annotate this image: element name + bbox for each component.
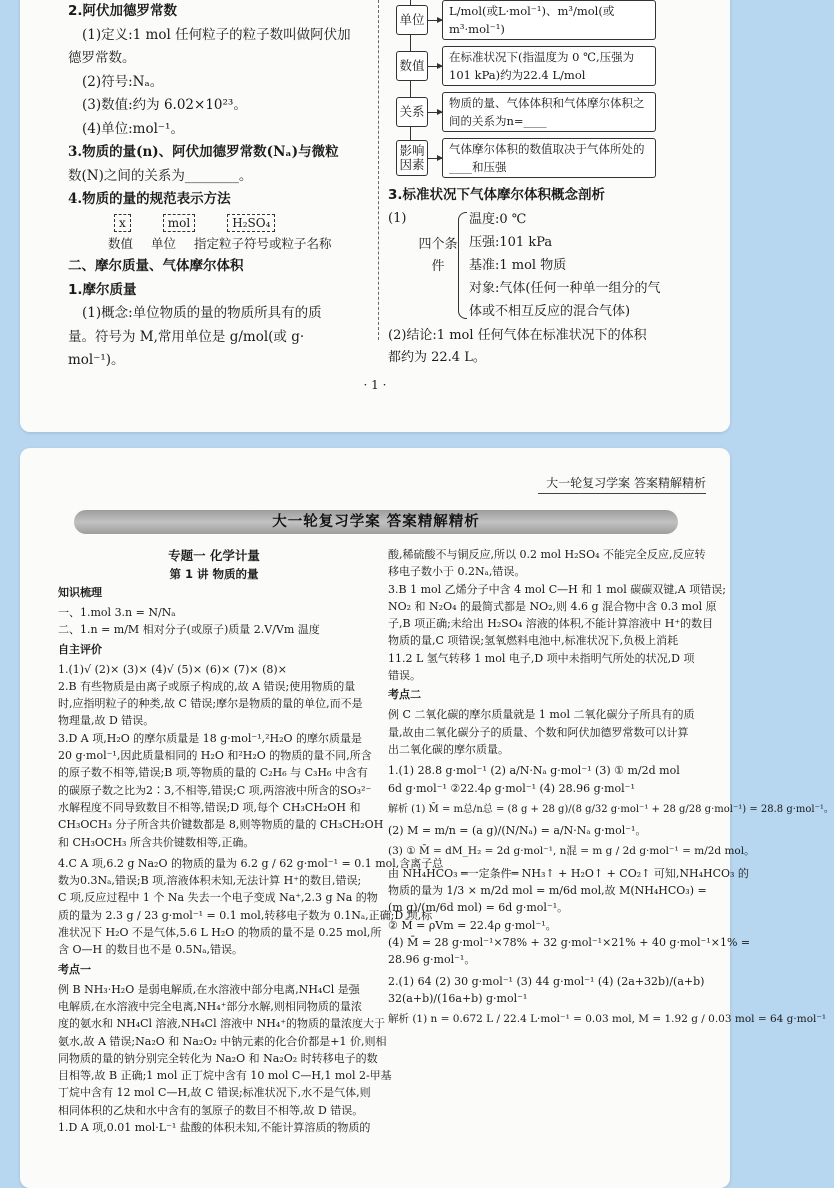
answer-3-cont: 物质的量,C 项错误;氢氧燃料电池中,标准状况下,负极上消耗 (388, 634, 679, 648)
page1-right-column (388, 0, 708, 369)
review-line2: 二、1.n = m/M 相对分子(或原子)质量 2.V/Vm 温度 (58, 623, 320, 637)
notation-labels (108, 232, 368, 256)
condition-object: 对象:气体(任何一种单一组分的气 (469, 281, 661, 296)
molar-mass-line1: (1)概念:单位物质的量的物质所具有的质 (82, 305, 322, 321)
concept-map-key: 单位 (396, 5, 428, 35)
textbook-page-2 (20, 448, 834, 1188)
self-eval-4-cont: 准状况下 H₂O 不是气体,5.6 L H₂O 的物质的量不是 0.25 mol,所 (58, 926, 382, 940)
answer-2: 2.(1) 64 (2) 30 g·mol⁻¹ (3) 44 g·mol⁻¹ (4) (2a+32b)/(a+b) (388, 974, 705, 988)
self-eval-3-cont: CH₃OCH₃ 分子所含共价键数都是 8,则等物质的量的 CH₃CH₂OH (58, 818, 384, 832)
exam-point-2-cont: 出二氧化碳的摩尔质量。 (388, 742, 509, 756)
notation-box-number: x (114, 214, 131, 232)
analysis-1-cont: 28.96 g·mol⁻¹。 (388, 953, 476, 967)
running-header: 大一轮复习学案 答案精解精析 (538, 474, 706, 494)
self-eval-4-cont: 数为0.3Nₐ,错误;B 项,溶液体积未知,无法计算 H⁺的数目,错误; (58, 874, 362, 888)
concept-map (388, 0, 708, 178)
page1-left-column (68, 0, 368, 373)
exam-point-2-cont: 量,故由二氧化碳分子的质量、个数和阿伏加德罗常数可以计算 (388, 725, 689, 739)
condition-pressure: 压强:101 kPa (469, 235, 553, 250)
avogadro-value: (3)数值:约为 6.02×10²³。 (82, 97, 247, 113)
section-exam-point-1: 考点一 (58, 962, 91, 976)
item3-standard-conditions: 3.标准状况下气体摩尔体积概念剖析 (388, 187, 606, 203)
self-eval-4-cont: 含 O—H 的数目也不是 0.5Nₐ,错误。 (58, 943, 243, 957)
conclusion-line1: (2)结论:1 mol 任何气体在标准状况下的体积 (388, 328, 647, 343)
conditions-label: 四个条件 (418, 237, 458, 274)
concept-map-value: 气体摩尔体积的数值取决于气体所处的____和压强 (442, 138, 656, 178)
analysis-1-cont: ② M̄ = ρVm = 22.4ρ g·mol⁻¹。 (388, 918, 557, 932)
self-eval-3-cont: 20 g·mol⁻¹,因此质量相同的 H₂O 和²H₂O 的物质的量不同,所含 (58, 749, 372, 763)
analysis-1-cont: (m g)/(m/6d mol) = 6d g·mol⁻¹。 (388, 901, 569, 915)
condition-object-cont: 体或不相互反应的混合气体) (469, 304, 631, 319)
answer-1-cont: 6d g·mol⁻¹ ②22.4ρ g·mol⁻¹ (4) 28.96 g·mol⁻¹ (388, 781, 635, 795)
exam-point-1-cont: 相同体积的乙炔和水中含有的氢原子的数目不相等,故 D 错误。 (58, 1103, 364, 1117)
answer-3-cont: 子,B 项正确;未给出 H₂SO₄ 溶液的体积,不能计算溶液中 H⁺的数目 (388, 617, 714, 631)
condition-temperature: 温度:0 ℃ (469, 212, 527, 227)
self-eval-3-cont: 的原子数不相等,错误;B 项,等物质的量的 C₂H₆ 与 C₃H₆ 中含有 (58, 766, 368, 780)
exam-point-1-cont: 同物质的量的钠分别完全转化为 Na₂O 和 Na₂O₂ 时转移电子的数 (58, 1051, 378, 1065)
molar-mass-line2: 量。符号为 M,常用单位是 g/mol(或 g· (68, 328, 305, 345)
arrow-right-icon (428, 20, 442, 21)
analysis-1-cont: (3) ① M̄ = dM_H₂ = 2d g·mol⁻¹, n混 = m g / 2d g·mol⁻¹ = m/2d mol。 (388, 845, 755, 858)
concept-map-value: 在标准状况下(指温度为 0 ℃,压强为 101 kPa)约为22.4 L/mol (442, 46, 656, 86)
concept-map-key: 关系 (396, 97, 428, 127)
answer-continued: 酸,稀硫酸不与铜反应,所以 0.2 mol H₂SO₄ 不能完全反应,反应转 (388, 548, 706, 561)
lecture-title: 第 1 讲 物质的量 (169, 567, 259, 581)
concept-map-row-value (388, 46, 708, 86)
analysis-1-cont: (2) M = m/n = (a g)/(N/Nₐ) = a/N·Nₐ g·mol⁻¹。 (388, 824, 647, 838)
conditions-list (469, 208, 660, 323)
molar-mass-heading: 1.摩尔质量 (68, 281, 137, 298)
answer-3-cont: 错误。 (388, 669, 421, 683)
self-eval-3-cont: 水解程度不同导致数目不相等,错误;D 项,每个 CH₃CH₂OH 和 (58, 800, 361, 814)
condition-basis: 基准:1 mol 物质 (469, 258, 567, 273)
concept-map-value: 物质的量、气体体积和气体摩尔体积之间的关系为n=____ (442, 92, 656, 132)
arrow-right-icon (428, 66, 442, 67)
textbook-page-1 (20, 0, 730, 432)
arrow-right-icon (428, 158, 442, 159)
analysis-1-cont: 由 NH₄HCO₃ ═一定条件═ NH₃↑ + H₂O↑ + CO₂↑ 可知,NH₄HCO₃ 的 (388, 866, 749, 880)
avogadro-heading: 2.阿伏加德罗常数 (68, 3, 178, 19)
notation-box-particle: H₂SO₄ (227, 214, 275, 232)
exam-point-1-cont: 丁烷中含有 12 mol C—H,故 C 错误;标准状况下,水不是气体,则 (58, 1086, 371, 1100)
conclusion-line2: 都约为 22.4 L。 (388, 350, 486, 365)
answer-3: 3.B 1 mol 乙烯分子中含 4 mol C—H 和 1 mol 碳碳双键,A 项错误; (388, 582, 726, 596)
self-eval-1: 1.(1)√ (2)× (3)× (4)√ (5)× (6)× (7)× (8)× (58, 662, 287, 676)
avogadro-unit: (4)单位:mol⁻¹。 (82, 120, 184, 137)
analysis-1: 解析 (1) M̄ = m总/n总 = (8 g + 28 g)/(8 g/32 g·mol⁻¹ + 28 g/28 g·mol⁻¹) = 28.8 g·mol⁻¹。 (388, 803, 834, 815)
point1-label: (1) (388, 211, 407, 226)
exam-point-1-cont: 度的氨水和 NH₄Cl 溶液,NH₄Cl 溶液中 NH₄⁺的物质的量浓度大于 (58, 1017, 386, 1031)
self-eval-4-cont: 质的量为 2.3 g / 23 g·mol⁻¹ = 0.1 mol,转移电子数为 0.1Nₐ,正确;D 项,标 (58, 908, 433, 922)
answers-right-column (388, 546, 834, 1028)
exam-point-1-answer-1: 1.D A 项,0.01 mol·L⁻¹ 盐酸的体积未知,不能计算溶质的物质的 (58, 1121, 371, 1135)
arrow-right-icon (428, 112, 442, 113)
section-knowledge-review: 知识梳理 (58, 586, 102, 599)
answer-banner: 大一轮复习学案 答案精解精析 (74, 510, 678, 534)
concept-map-row-relation (388, 92, 708, 132)
analysis-2: 解析 (1) n = 0.672 L / 22.4 L·mol⁻¹ = 0.03 mol, M = 1.92 g / 0.03 mol = 64 g·mol⁻¹ (388, 1013, 827, 1026)
self-eval-3-cont: 的碳原子数之比为2∶3,不相等,错误;C 项,两溶液中所含的SO₃²⁻ (58, 783, 372, 797)
avogadro-symbol: (2)符号:Nₐ。 (82, 73, 164, 90)
item4-notation: 4.物质的量的规范表示方法 (68, 191, 231, 207)
exam-point-1-example: 例 B NH₃·H₂O 是弱电解质,在水溶液中部分电离,NH₄Cl 是强 (58, 982, 360, 996)
item3-relation-cont: 数(N)之间的关系为________。 (68, 167, 253, 184)
exam-point-1-cont: 目相等,故 B 正确;1 mol 正丁烷中含有 10 mol C—H,1 mol 2-甲基 (58, 1069, 392, 1083)
page-number: · 1 · (363, 378, 387, 392)
concept-map-row-factors (388, 138, 708, 178)
exam-point-2-example: 例 C 二氧化碳的摩尔质量就是 1 mol 二氧化碳分子所具有的质 (388, 708, 695, 722)
exam-point-1-cont: 电解质,在水溶液中完全电离,NH₄⁺部分水解,则相同物质的量浓 (58, 999, 362, 1013)
molar-mass-line3: mol⁻¹)。 (68, 352, 125, 368)
concept-map-value: L/mol(或L·mol⁻¹)、m³/mol(或m³·mol⁻¹) (442, 0, 656, 40)
review-line1: 一、1.mol 3.n = N/Nₐ (58, 606, 176, 619)
answer-3-cont: 11.2 L 氢气转移 1 mol 电子,D 项中未指明气所处的状况,D 项 (388, 651, 695, 665)
notation-label-unit: 单位 (151, 235, 177, 251)
avogadro-definition-cont: 德罗常数。 (68, 50, 136, 66)
brace-icon (458, 212, 467, 319)
self-eval-2-cont: 时,应指明粒子的种类,故 C 错误;摩尔是物质的量的单位,而不是 (58, 697, 363, 711)
notation-box-unit: mol (163, 214, 195, 232)
answer-3-cont: NO₂ 和 N₂O₄ 的最简式都是 NO₂,则 4.6 g 混合物中含 0.3 mol 原 (388, 599, 717, 613)
concept-map-key: 数值 (396, 51, 428, 81)
notation-boxes (114, 214, 368, 232)
answer-continued: 移电子数小于 0.2Nₐ,错误。 (388, 565, 526, 579)
item3-relation: 3.物质的量(n)、阿伏加德罗常数(Nₐ)与微粒 (68, 144, 339, 160)
self-eval-3: 3.D A 项,H₂O 的摩尔质量是 18 g·mol⁻¹,²H₂O 的摩尔质量是 (58, 731, 363, 745)
self-eval-4-cont: C 项,反应过程中 1 个 Na 失去一个电子变成 Na⁺,2.3 g Na 的物 (58, 891, 378, 905)
self-eval-2: 2.B 有些物质是由离子或原子构成的,故 A 错误;使用物质的量 (58, 679, 356, 693)
section2-heading: 二、摩尔质量、气体摩尔体积 (68, 258, 244, 274)
exam-point-1-cont: 氨水,故 A 错误;Na₂O 和 Na₂O₂ 中钠元素的化合价都是+1 价,则相 (58, 1034, 387, 1048)
answer-2-cont: 32(a+b)/(16a+b) g·mol⁻¹ (388, 991, 528, 1005)
self-eval-3-cont: 和 CH₃OCH₃ 所含共价键数相等,正确。 (58, 835, 255, 849)
avogadro-definition: (1)定义:1 mol 任何粒子的粒子数叫做阿伏加 (82, 26, 351, 43)
section-exam-point-2: 考点二 (388, 688, 421, 702)
notation-label-particle: 指定粒子符号或粒子名称 (194, 235, 332, 251)
concept-map-row-unit (388, 0, 708, 40)
analysis-1-cont: (4) M̄ = 28 g·mol⁻¹×78% + 32 g·mol⁻¹×21% + 40 g·mol⁻¹×1% = (388, 935, 751, 949)
self-eval-4: 4.C A 项,6.2 g Na₂O 的物质的量为 6.2 g / 62 g·mol⁻¹ = 0.1 mol,含离子总 (58, 856, 444, 870)
column-divider (378, 0, 379, 340)
self-eval-2-cont: 物理量,故 D 错误。 (58, 714, 155, 728)
analysis-1-cont: 物质的量为 1/3 × m/2d mol = m/6d mol,故 M(NH₄HCO₃) = (388, 884, 707, 898)
section-self-evaluation: 自主评价 (58, 642, 102, 656)
topic-title: 专题一 化学计量 (168, 548, 260, 563)
conditions-block (418, 208, 660, 323)
concept-map-key: 影响因素 (396, 140, 428, 176)
answer-1: 1.(1) 28.8 g·mol⁻¹ (2) a/N·Nₐ g·mol⁻¹ (3) ① m/2d mol (388, 764, 680, 778)
notation-label-number: 数值 (108, 235, 134, 251)
